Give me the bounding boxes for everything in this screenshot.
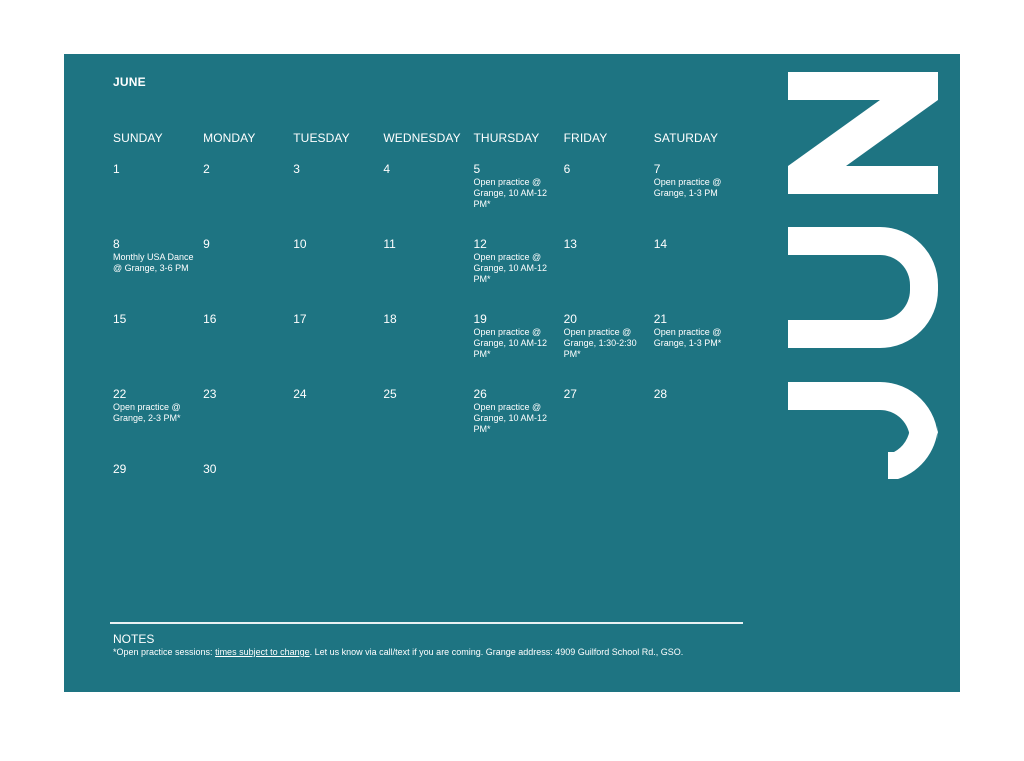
- day-event-note: Open practice @ Grange, 10 AM-12 PM*: [473, 327, 548, 359]
- calendar-day-cell: [203, 313, 293, 388]
- day-number: 28: [653, 387, 668, 401]
- day-number: 4: [383, 162, 391, 176]
- day-event-note: Open practice @ Grange, 1:30-2:30 PM*: [563, 327, 637, 359]
- notes-heading: NOTES: [113, 632, 155, 646]
- calendar-day-cell: [474, 463, 564, 538]
- calendar-day-cell: [203, 163, 293, 238]
- calendar-day-cell: [564, 163, 654, 238]
- day-number: 25: [383, 387, 397, 401]
- day-number: 12: [473, 237, 487, 251]
- calendar-grid: [113, 131, 744, 538]
- day-event-note: Open practice @ Grange, 1-3 PM*: [653, 327, 722, 348]
- calendar-day-cell: [293, 163, 383, 238]
- day-number: 13: [563, 237, 577, 251]
- weekday-header-saturday: SATURDAY: [653, 131, 719, 145]
- notes-text: [113, 647, 683, 657]
- day-number: 10: [293, 237, 307, 251]
- weekday-header-wednesday: WEDNESDAY: [383, 131, 461, 145]
- day-number: 16: [203, 312, 217, 326]
- day-number: 21: [653, 312, 668, 326]
- letter-j-shape: [788, 382, 938, 479]
- calendar-week-row: [113, 163, 744, 238]
- calendar-day-cell: [293, 313, 383, 388]
- day-number: 2: [203, 162, 210, 176]
- calendar-week-row: [113, 313, 744, 388]
- jun-vertical-letters: [788, 72, 938, 482]
- calendar-week-row: [113, 388, 744, 463]
- day-number: 14: [653, 237, 668, 251]
- day-number: 29: [113, 462, 127, 476]
- day-event-note: Open practice @ Grange, 10 AM-12 PM*: [473, 177, 548, 209]
- day-number: 5: [473, 162, 481, 176]
- calendar-day-cell: [113, 238, 203, 313]
- day-number: 22: [113, 387, 127, 401]
- day-number: 17: [293, 312, 307, 326]
- weekday-header-row: [113, 131, 744, 151]
- calendar-day-cell: [383, 388, 473, 463]
- calendar-day-cell: [654, 163, 744, 238]
- calendar-day-cell: [474, 388, 564, 463]
- day-number: 26: [473, 387, 487, 401]
- times-subject-to-change-link[interactable]: times subject to change: [215, 647, 310, 657]
- day-number: 27: [563, 387, 577, 401]
- weekday-header-monday: MONDAY: [203, 131, 256, 145]
- day-event-note: Open practice @ Grange, 10 AM-12 PM*: [473, 252, 548, 284]
- calendar-day-cell: [293, 463, 383, 538]
- calendar-day-cell: [113, 463, 203, 538]
- day-number: [564, 463, 654, 476]
- day-event-note: Monthly USA Dance @ Grange, 3-6 PM: [113, 252, 194, 273]
- calendar-day-cell: [564, 463, 654, 538]
- calendar-day-cell: [383, 463, 473, 538]
- calendar-day-cell: [654, 463, 744, 538]
- calendar-day-cell: [383, 163, 473, 238]
- calendar-day-cell: [654, 238, 744, 313]
- day-event-note: Open practice @ Grange, 2-3 PM*: [113, 402, 181, 423]
- calendar-week-row: [113, 238, 744, 313]
- weekday-header-sunday: SUNDAY: [113, 131, 163, 145]
- calendar-day-cell: [113, 313, 203, 388]
- calendar-day-cell: [203, 463, 293, 538]
- notes-text-after: . Let us know via call/text if you are coming. Grange address: 4909 Guilford School Rd., GSO.: [309, 647, 684, 657]
- day-number: 1: [113, 162, 120, 176]
- calendar-day-cell: [113, 163, 203, 238]
- calendar-day-cell: [654, 388, 744, 463]
- day-number: 30: [203, 462, 217, 476]
- day-event-note: Open practice @ Grange, 1-3 PM: [653, 177, 722, 198]
- day-number: 15: [113, 312, 127, 326]
- day-number: 23: [203, 387, 217, 401]
- weekday-header-thursday: THURSDAY: [473, 131, 540, 145]
- day-number: 11: [383, 237, 396, 251]
- day-number: 24: [293, 387, 307, 401]
- day-number: 8: [113, 237, 120, 251]
- day-number: [293, 463, 383, 476]
- calendar-day-cell: [474, 238, 564, 313]
- calendar-day-cell: [293, 388, 383, 463]
- month-abbreviation-graphic: [788, 72, 938, 482]
- calendar-day-cell: [654, 313, 744, 388]
- calendar-day-cell: [474, 163, 564, 238]
- calendar-day-cell: [564, 238, 654, 313]
- letter-n-shape: [788, 72, 938, 194]
- day-event-note: Open practice @ Grange, 10 AM-12 PM*: [473, 402, 548, 434]
- day-number: [654, 463, 744, 476]
- calendar-page: [64, 54, 960, 692]
- calendar-day-cell: [474, 313, 564, 388]
- weekday-header-tuesday: TUESDAY: [293, 131, 350, 145]
- calendar-day-cell: [383, 238, 473, 313]
- day-number: 9: [203, 237, 210, 251]
- day-number: 19: [473, 312, 487, 326]
- calendar-day-cell: [564, 313, 654, 388]
- notes-text-before: *Open practice sessions:: [113, 647, 216, 657]
- day-number: 3: [293, 162, 300, 176]
- month-title: JUNE: [113, 75, 146, 89]
- calendar-day-cell: [564, 388, 654, 463]
- weekday-header-friday: FRIDAY: [563, 131, 608, 145]
- letter-u-shape: [788, 227, 938, 348]
- calendar-week-row: [113, 463, 744, 538]
- day-number: [383, 463, 473, 476]
- calendar-day-cell: [293, 238, 383, 313]
- day-number: 18: [383, 312, 397, 326]
- calendar-day-cell: [203, 238, 293, 313]
- day-number: 6: [563, 162, 571, 176]
- calendar-day-cell: [113, 388, 203, 463]
- day-number: 20: [563, 312, 577, 326]
- day-number: 7: [653, 162, 661, 176]
- day-number: [474, 463, 564, 476]
- calendar-weeks: [113, 163, 744, 538]
- calendar-day-cell: [383, 313, 473, 388]
- calendar-day-cell: [203, 388, 293, 463]
- notes-divider: [110, 622, 743, 624]
